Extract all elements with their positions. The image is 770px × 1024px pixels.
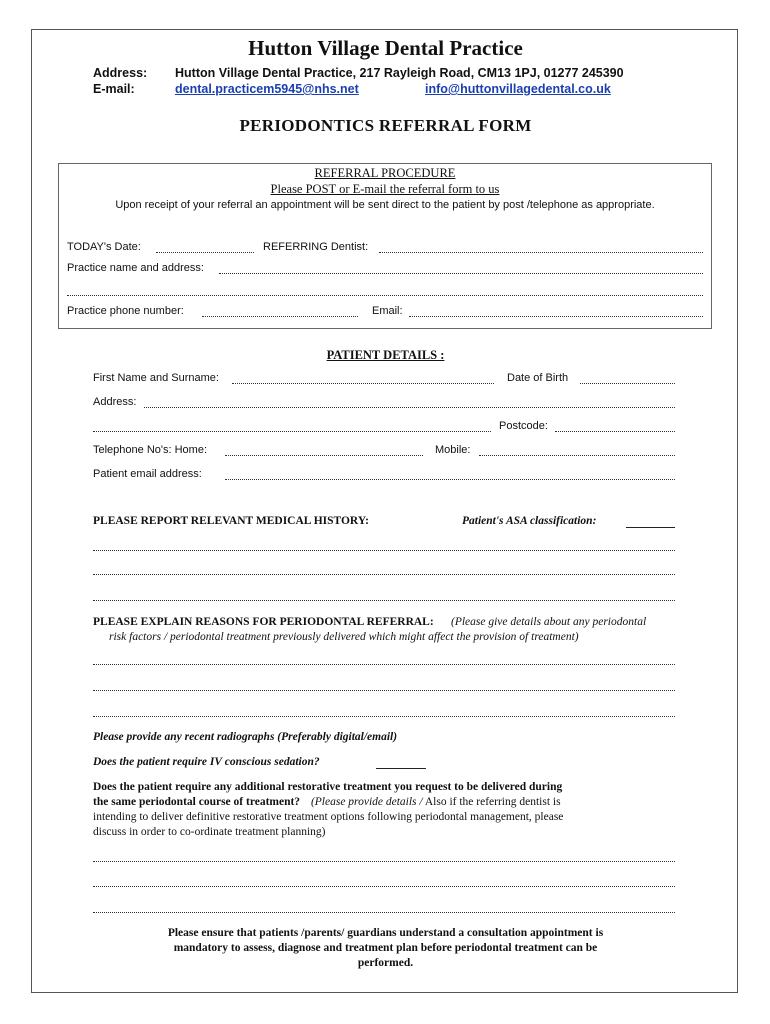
patient-address-line-2[interactable] xyxy=(93,431,491,432)
restorative-line-field-1[interactable] xyxy=(93,861,675,862)
email-label: E-mail: xyxy=(93,82,135,96)
reasons-heading: PLEASE EXPLAIN REASONS FOR PERIODONTAL REFERRAL: xyxy=(93,616,434,628)
practice-address-line-2[interactable] xyxy=(67,295,703,296)
asa-label: Patient's ASA classification: xyxy=(462,515,597,527)
postcode-field[interactable] xyxy=(555,431,675,432)
referral-procedure-subheading: Please POST or E-mail the referral form to us xyxy=(270,182,500,196)
restorative-line-1: Does the patient require any additional restorative treatment you request to be delivered during xyxy=(93,781,563,793)
patient-name-label: First Name and Surname: xyxy=(93,372,219,384)
medical-history-line-1[interactable] xyxy=(93,550,675,551)
medical-history-line-3[interactable] xyxy=(93,600,675,601)
dob-label: Date of Birth xyxy=(507,372,569,384)
restorative-line-2-italic: (Please provide details / xyxy=(310,796,423,808)
footer-line-3: performed. xyxy=(357,957,414,969)
practice-name-address-label: Practice name and address: xyxy=(67,262,204,274)
postcode-label: Postcode: xyxy=(499,420,548,432)
referring-dentist-label: REFERRING Dentist: xyxy=(263,241,369,253)
reasons-detail-1: (Please give details about any periodontal xyxy=(451,616,647,628)
address-label: Address: xyxy=(93,66,148,80)
form-title: PERIODONTICS REFERRAL FORM xyxy=(239,116,532,135)
footer-line-1: Please ensure that patients /parents/ guardians understand a consultation appointment is xyxy=(167,927,604,939)
mobile-field[interactable] xyxy=(479,455,675,456)
mobile-label: Mobile: xyxy=(435,444,471,456)
practice-email-link[interactable]: info@huttonvillagedental.co.uk xyxy=(425,82,611,96)
patient-name-field[interactable] xyxy=(232,383,494,384)
referral-form-page xyxy=(31,29,738,993)
radiographs-request: Please provide any recent radiographs (Preferably digital/email) xyxy=(93,731,398,743)
dob-field[interactable] xyxy=(580,383,675,384)
restorative-line-2 xyxy=(93,796,561,808)
practice-email-field[interactable] xyxy=(409,316,703,317)
reasons-line-3[interactable] xyxy=(93,716,675,717)
restorative-line-3: intending to deliver definitive restorative treatment options following periodontal management, please xyxy=(93,811,564,823)
practice-phone-label: Practice phone number: xyxy=(67,305,184,317)
referral-procedure-heading: REFERRAL PROCEDURE xyxy=(314,166,456,180)
reasons-detail-2: risk factors / periodontal treatment previously delivered which might affect the provision of treatment) xyxy=(109,631,579,643)
practice-phone-field[interactable] xyxy=(202,316,358,317)
footer-line-2: mandatory to assess, diagnose and treatment plan before periodontal treatment can be xyxy=(173,942,598,954)
telephone-label: Telephone No's: Home: xyxy=(93,444,207,456)
practice-email-label: Email: xyxy=(372,305,403,317)
practice-address: Hutton Village Dental Practice, 217 Rayleigh Road, CM13 1PJ, 01277 245390 xyxy=(175,66,624,80)
restorative-line-field-2[interactable] xyxy=(93,886,675,887)
practice-name-address-field[interactable] xyxy=(219,273,703,274)
todays-date-label: TODAY's Date: xyxy=(67,241,141,253)
patient-email-field[interactable] xyxy=(225,479,675,480)
home-phone-field[interactable] xyxy=(225,455,423,456)
reasons-line-1[interactable] xyxy=(93,664,675,665)
medical-history-line-2[interactable] xyxy=(93,574,675,575)
medical-history-heading: PLEASE REPORT RELEVANT MEDICAL HISTORY: xyxy=(93,515,369,527)
referral-procedure-note: Upon receipt of your referral an appointment will be sent direct to the patient by post /telephone as appropriate. xyxy=(115,199,655,211)
restorative-line-2-question: the same periodontal course of treatment? xyxy=(93,796,301,808)
referral-procedure-box xyxy=(58,163,712,329)
patient-address-field[interactable] xyxy=(144,407,675,408)
asa-field[interactable] xyxy=(626,527,675,528)
sedation-answer-field[interactable] xyxy=(376,768,426,769)
todays-date-field[interactable] xyxy=(156,252,254,253)
patient-details-heading: PATIENT DETAILS : xyxy=(326,348,445,362)
patient-address-label: Address: xyxy=(93,396,137,408)
restorative-line-4: discuss in order to co-ordinate treatment planning) xyxy=(93,826,326,838)
restorative-line-2-rest: Also if the referring dentist is xyxy=(424,796,561,808)
practice-title: Hutton Village Dental Practice xyxy=(248,36,523,60)
restorative-line-field-3[interactable] xyxy=(93,912,675,913)
sedation-question: Does the patient require IV conscious sedation? xyxy=(93,756,320,768)
patient-email-label: Patient email address: xyxy=(93,468,202,480)
reasons-line-2[interactable] xyxy=(93,690,675,691)
nhs-email-link[interactable]: dental.practicem5945@nhs.net xyxy=(175,82,359,96)
referring-dentist-field[interactable] xyxy=(379,252,703,253)
